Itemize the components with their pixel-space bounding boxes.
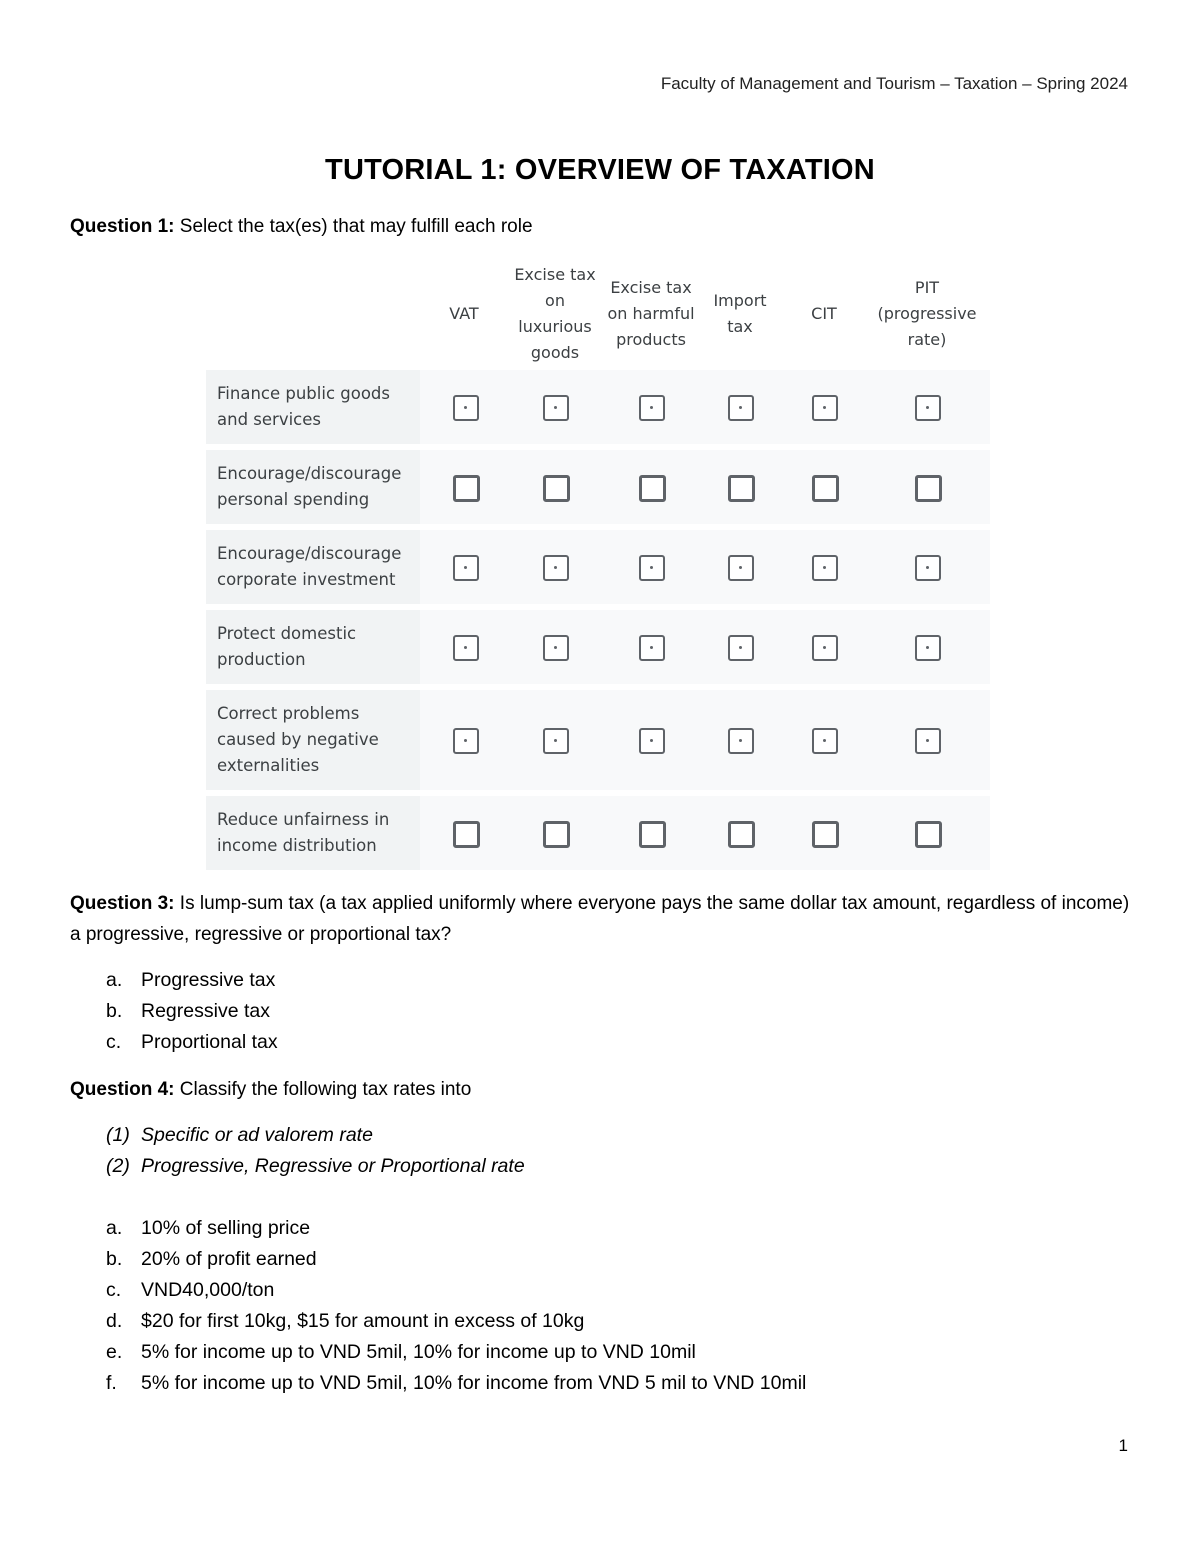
item-text: 20% of profit earned bbox=[141, 1248, 317, 1270]
list-item bbox=[106, 1213, 806, 1244]
grid-header bbox=[206, 258, 990, 370]
checkbox[interactable] bbox=[812, 395, 838, 421]
column-header: Import tax bbox=[713, 291, 767, 336]
grid-row bbox=[206, 530, 990, 604]
question-3-options bbox=[106, 965, 278, 1058]
list-marker: e. bbox=[106, 1341, 123, 1363]
page-title: TUTORIAL 1: OVERVIEW OF TAXATION bbox=[325, 154, 875, 186]
checkbox[interactable] bbox=[728, 555, 754, 581]
row-label: Encourage/discourage personal spending bbox=[217, 464, 402, 509]
checkbox[interactable] bbox=[543, 395, 569, 421]
checkbox[interactable] bbox=[453, 728, 479, 754]
checkbox[interactable] bbox=[543, 555, 569, 581]
checkbox[interactable] bbox=[915, 728, 941, 754]
column-header: Excise tax on harmful products bbox=[607, 278, 695, 349]
question-4-text: Classify the following tax rates into bbox=[174, 1079, 472, 1100]
option-text: Progressive tax bbox=[141, 969, 276, 991]
checkbox[interactable] bbox=[639, 555, 665, 581]
question-4 bbox=[70, 1074, 471, 1105]
grid-row bbox=[206, 690, 990, 790]
page-header: Faculty of Management and Tourism – Taxation – Spring 2024 bbox=[660, 74, 1128, 93]
item-text: VND40,000/ton bbox=[141, 1279, 275, 1301]
list-item bbox=[106, 1151, 525, 1182]
checkbox[interactable] bbox=[728, 728, 754, 754]
checkbox[interactable] bbox=[728, 635, 754, 661]
checkbox[interactable] bbox=[812, 728, 838, 754]
item-text: $20 for first 10kg, $15 for amount in excess of 10kg bbox=[141, 1310, 585, 1332]
criteria-text: Progressive, Regressive or Proportional rate bbox=[141, 1155, 525, 1177]
list-item bbox=[106, 1275, 806, 1306]
list-marker: b. bbox=[106, 1000, 123, 1022]
checkbox[interactable] bbox=[728, 395, 754, 421]
option-text: Proportional tax bbox=[141, 1031, 278, 1053]
checkbox[interactable] bbox=[812, 555, 838, 581]
checkbox[interactable] bbox=[812, 821, 839, 848]
checkbox[interactable] bbox=[453, 395, 479, 421]
question-1-label: Question 1: bbox=[70, 216, 175, 237]
criteria-text: Specific or ad valorem rate bbox=[141, 1124, 373, 1146]
checkbox[interactable] bbox=[543, 635, 569, 661]
item-text: 10% of selling price bbox=[141, 1217, 311, 1239]
checkbox[interactable] bbox=[543, 475, 570, 502]
checkbox[interactable] bbox=[543, 728, 569, 754]
question-4-items bbox=[106, 1213, 806, 1399]
list-item bbox=[106, 1337, 806, 1368]
checkbox[interactable] bbox=[543, 821, 570, 848]
list-marker: (1) bbox=[106, 1124, 130, 1146]
list-item bbox=[106, 1027, 278, 1058]
list-marker: f. bbox=[106, 1372, 117, 1394]
list-marker: b. bbox=[106, 1248, 123, 1270]
checkbox[interactable] bbox=[639, 635, 665, 661]
checkbox[interactable] bbox=[812, 635, 838, 661]
checkbox[interactable] bbox=[639, 395, 665, 421]
checkbox[interactable] bbox=[453, 475, 480, 502]
checkbox[interactable] bbox=[915, 555, 941, 581]
tax-role-grid bbox=[206, 258, 990, 876]
checkbox[interactable] bbox=[639, 728, 665, 754]
checkbox[interactable] bbox=[812, 475, 839, 502]
column-header: Excise tax on luxurious goods bbox=[514, 265, 596, 362]
list-marker: a. bbox=[106, 1217, 123, 1239]
checkbox[interactable] bbox=[915, 635, 941, 661]
question-1 bbox=[70, 211, 533, 242]
checkbox[interactable] bbox=[915, 475, 942, 502]
question-1-text: Select the tax(es) that may fulfill each role bbox=[174, 216, 533, 237]
item-text: 5% for income up to VND 5mil, 10% for income up to VND 10mil bbox=[141, 1341, 696, 1363]
column-header: VAT bbox=[449, 304, 479, 323]
row-label: Protect domestic production bbox=[217, 624, 357, 669]
grid-row bbox=[206, 370, 990, 444]
page-number: 1 bbox=[1118, 1436, 1128, 1455]
checkbox[interactable] bbox=[453, 821, 480, 848]
question-4-criteria bbox=[106, 1120, 525, 1182]
checkbox[interactable] bbox=[728, 821, 755, 848]
list-item bbox=[106, 1244, 806, 1275]
row-label: Finance public goods and services bbox=[217, 384, 390, 429]
item-text: 5% for income up to VND 5mil, 10% for income from VND 5 mil to VND 10mil bbox=[141, 1372, 807, 1394]
column-header: CIT bbox=[811, 304, 837, 323]
grid-row bbox=[206, 610, 990, 684]
list-marker: d. bbox=[106, 1310, 123, 1332]
question-3-label: Question 3: bbox=[70, 893, 175, 914]
list-marker: (2) bbox=[106, 1155, 130, 1177]
row-label: Encourage/discourage corporate investment bbox=[217, 544, 402, 589]
checkbox[interactable] bbox=[639, 821, 666, 848]
grid-row bbox=[206, 450, 990, 524]
row-label: Correct problems caused by negative externalities bbox=[217, 704, 379, 775]
list-item bbox=[106, 1120, 525, 1151]
list-item bbox=[106, 996, 278, 1027]
checkbox[interactable] bbox=[639, 475, 666, 502]
row-label: Reduce unfairness in income distribution bbox=[217, 810, 390, 855]
checkbox[interactable] bbox=[915, 395, 941, 421]
list-item bbox=[106, 965, 278, 996]
question-3-text: Is lump-sum tax (a tax applied uniformly where everyone pays the same dollar tax amount, regardless of income) a progressive, regressive or proportional tax? bbox=[70, 893, 1130, 945]
option-text: Regressive tax bbox=[141, 1000, 270, 1022]
grid-row bbox=[206, 796, 990, 870]
question-3 bbox=[70, 888, 1130, 950]
list-item bbox=[106, 1306, 806, 1337]
checkbox[interactable] bbox=[728, 475, 755, 502]
column-header: PIT (progressive rate) bbox=[877, 278, 977, 349]
checkbox[interactable] bbox=[915, 821, 942, 848]
checkbox[interactable] bbox=[453, 555, 479, 581]
list-marker: c. bbox=[106, 1031, 122, 1053]
list-item bbox=[106, 1368, 806, 1399]
checkbox[interactable] bbox=[453, 635, 479, 661]
question-4-label: Question 4: bbox=[70, 1079, 175, 1100]
list-marker: c. bbox=[106, 1279, 122, 1301]
list-marker: a. bbox=[106, 969, 123, 991]
